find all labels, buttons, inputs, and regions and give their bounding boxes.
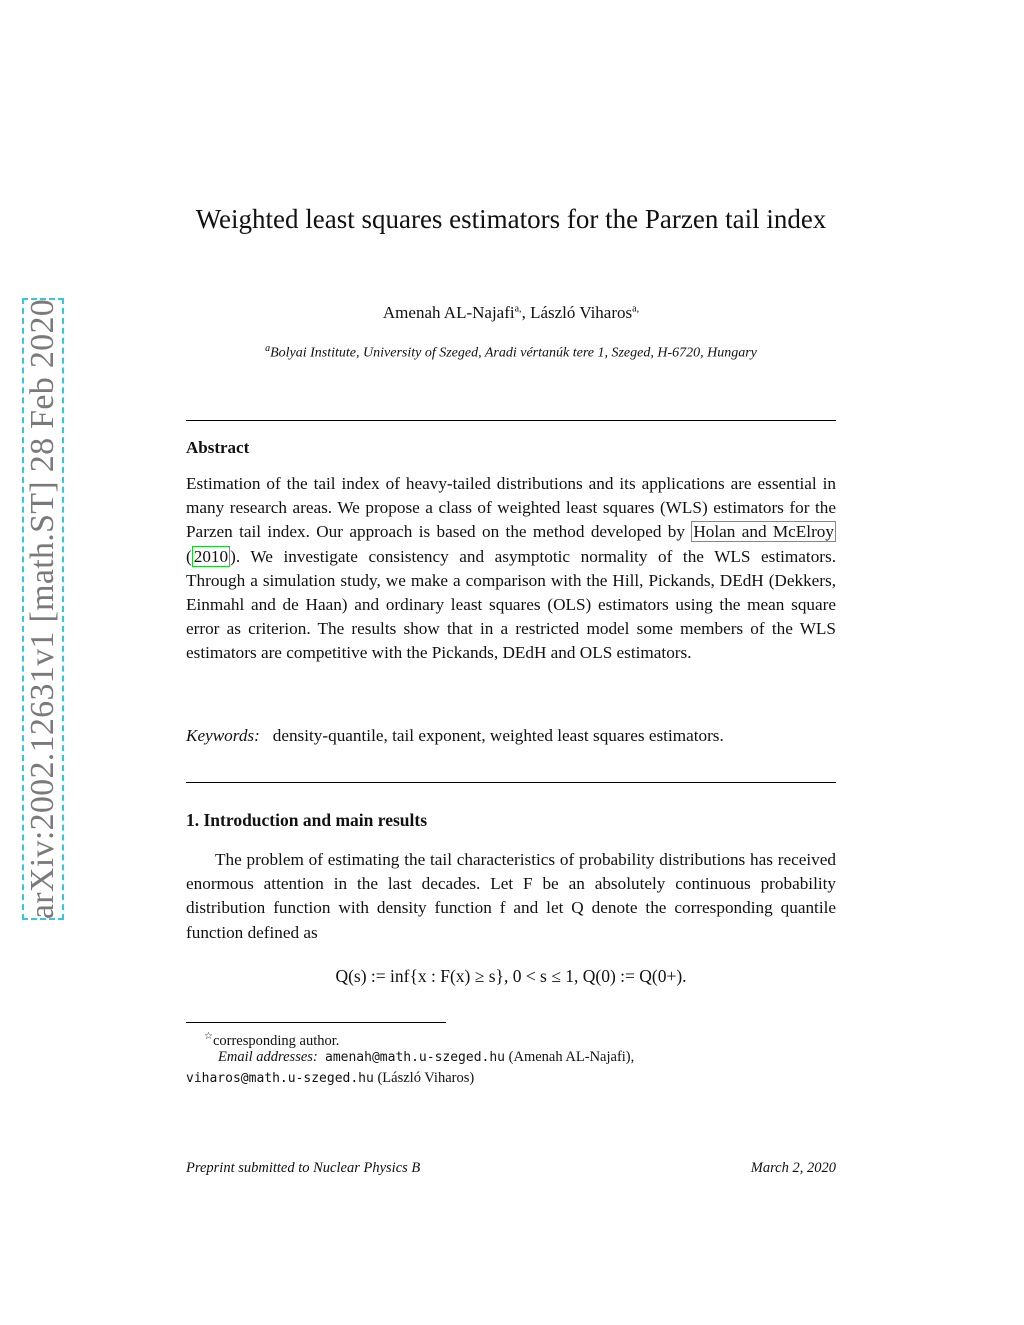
abstract-bottom-rule	[186, 782, 836, 783]
email-label: Email addresses:	[218, 1049, 318, 1065]
arxiv-identifier[interactable]: arXiv:2002.12631v1 [math.ST] 28 Feb 2020	[24, 298, 61, 920]
author-affiliation-mark: a,	[632, 303, 640, 315]
abstract-heading: Abstract	[186, 438, 250, 457]
abstract-top-rule	[186, 420, 836, 421]
abstract-body	[186, 472, 836, 666]
footnote-rule	[186, 1022, 446, 1023]
abstract-text-part-2: ). We investigate consistency and asymptotic normality of the WLS estimators. Through a simulation study, we make a comparison with the Hill, Pickands, DEdH (Dekkers, Einmahl and de Haan) and ordinary least squares (OLS) estimators using the mean square error as criterion. The results show that in a restricted model some members of the WLS estimators are competitive with the Pickands, DEdH and OLS estimators.	[186, 546, 836, 663]
author-affiliation-mark: a,	[514, 303, 522, 315]
email-owner-1: (Amenah AL-Najafi),	[505, 1049, 635, 1065]
email-owner-2: (László Viharos)	[373, 1070, 475, 1086]
author-name: Amenah AL-Najafi	[382, 303, 515, 322]
keywords-label: Keywords:	[186, 726, 260, 745]
star-mark: ☆	[204, 1031, 213, 1042]
keywords-text: density-quantile, tail exponent, weighted least squares estimators.	[272, 726, 724, 745]
citation-link-year[interactable]: 2010	[193, 546, 229, 566]
email-link-2[interactable]: viharos@math.u-szeged.hu	[186, 1071, 374, 1086]
footnote-emails	[218, 1047, 868, 1068]
author-separator: ,	[521, 303, 531, 322]
affiliation	[186, 343, 836, 362]
preprint-date: March 2, 2020	[750, 1160, 836, 1176]
abstract-text-part-1: Estimation of the tail index of heavy-tailed distributions and its applications are essential in many research areas. We propose a class of weighted least squares (WLS) estimators for the Parzen tail index. Our approach is based on the method developed by	[186, 474, 836, 542]
paper-title: Weighted least squares estimators for the Parzen tail index	[195, 204, 827, 234]
author-name: László Viharos	[530, 303, 633, 322]
preprint-note: Preprint submitted to Nuclear Physics B	[186, 1160, 421, 1176]
email-link-1[interactable]: amenah@math.u-szeged.hu	[325, 1050, 506, 1065]
intro-paragraph: The problem of estimating the tail characteristics of probability distributions has received enormous attention in the last decades. Let F be an absolutely continuous probability distribution function with density function f and let Q denote the corresponding quantile function defined as	[186, 850, 836, 942]
quantile-equation: Q(s) := inf{x : F(x) ≥ s}, 0 < s ≤ 1, Q(0) := Q(0+).	[335, 966, 687, 986]
section-heading: 1. Introduction and main results	[186, 810, 428, 830]
author-list	[186, 303, 836, 323]
footnote-emails-cont	[186, 1068, 836, 1089]
footnote-corresponding-text: corresponding author.	[212, 1032, 340, 1049]
affiliation-text: Bolyai Institute, University of Szeged, Aradi vértanúk tere 1, Szeged, H-6720, Hungary	[270, 345, 757, 361]
keywords	[186, 724, 836, 748]
citation-paren-open: (	[186, 546, 192, 566]
affiliation-mark: a	[265, 343, 271, 354]
citation-link-authors[interactable]: Holan and McElroy	[693, 522, 834, 542]
